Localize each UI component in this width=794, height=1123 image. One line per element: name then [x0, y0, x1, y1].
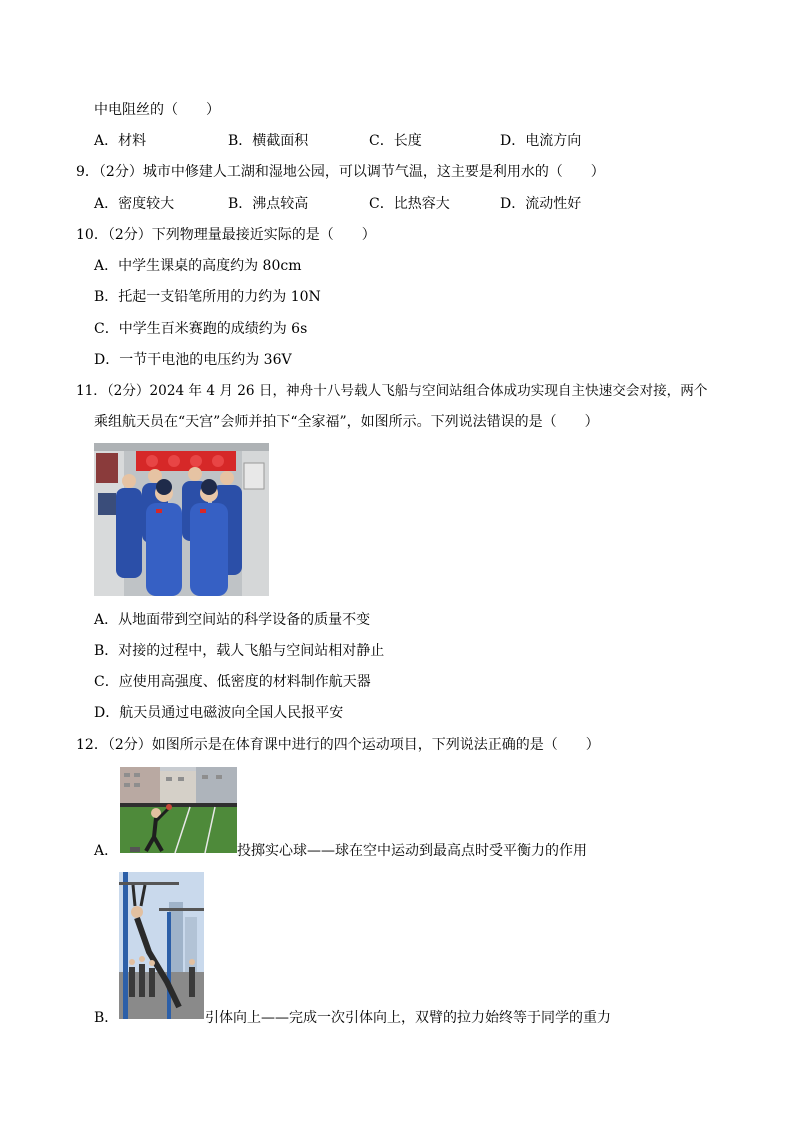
q11-option-b: B．对接的过程中，载人飞船与空间站相对静止 — [94, 643, 385, 659]
q12-option-b-text: 引体向上——完成一次引体向上，双臂的拉力始终等于同学的重力 — [205, 1010, 611, 1026]
q11-option-a: A．从地面带到空间站的科学设备的质量不变 — [94, 612, 371, 628]
q11-option-d: D．航天员通过电磁波向全国人民报平安 — [94, 705, 344, 721]
pull-up-photo — [119, 872, 204, 1019]
q10-option-d: D．一节干电池的电压约为 36V — [94, 352, 292, 368]
q9-option-b: B．沸点较高 — [228, 196, 309, 212]
q8-option-b: B．横截面积 — [228, 133, 309, 149]
q8-option-c: C．长度 — [369, 133, 422, 149]
q10-option-a: A．中学生课桌的高度约为 80cm — [94, 258, 302, 274]
q9-option-d: D．流动性好 — [500, 196, 582, 212]
q12-option-b-label: B． — [94, 1010, 119, 1026]
q9-option-a: A．密度较大 — [94, 196, 175, 212]
q10-stem: 10．（2分）下列物理量最接近实际的是（ ） — [76, 227, 376, 243]
q10-option-c: C．中学生百米赛跑的成绩约为 6s — [94, 321, 308, 337]
q11-stem-line2: 乘组航天员在“天宫”会师并拍下“全家福”，如图所示。下列说法错误的是（ ） — [94, 414, 599, 430]
q11-stem-line1: 11．（2分）2024 年 4 月 26 日，神舟十八号载人飞船与空间站组合体成功实现自主快速交会对接，两个 — [76, 383, 708, 399]
q9-option-c: C．比热容大 — [369, 196, 450, 212]
q8-option-a: A．材料 — [94, 133, 147, 149]
q8-option-d: D．电流方向 — [500, 133, 582, 149]
astronaut-group-photo — [94, 443, 269, 596]
q12-stem: 12．（2分）如图所示是在体育课中进行的四个运动项目，下列说法正确的是（ ） — [76, 737, 600, 753]
q12-option-a-label: A． — [94, 843, 119, 859]
q11-option-c: C．应使用高强度、低密度的材料制作航天器 — [94, 674, 371, 690]
q9-stem: 9．（2分）城市中修建人工湖和湿地公园，可以调节气温，这主要是利用水的（ ） — [76, 164, 605, 180]
shot-put-throw-photo — [120, 767, 237, 853]
q12-option-a-text: 投掷实心球——球在空中运动到最高点时受平衡力的作用 — [237, 843, 587, 859]
q10-option-b: B．托起一支铅笔所用的力约为 10N — [94, 289, 321, 305]
q8-stem-tail: 中电阻丝的（ ） — [94, 102, 220, 118]
